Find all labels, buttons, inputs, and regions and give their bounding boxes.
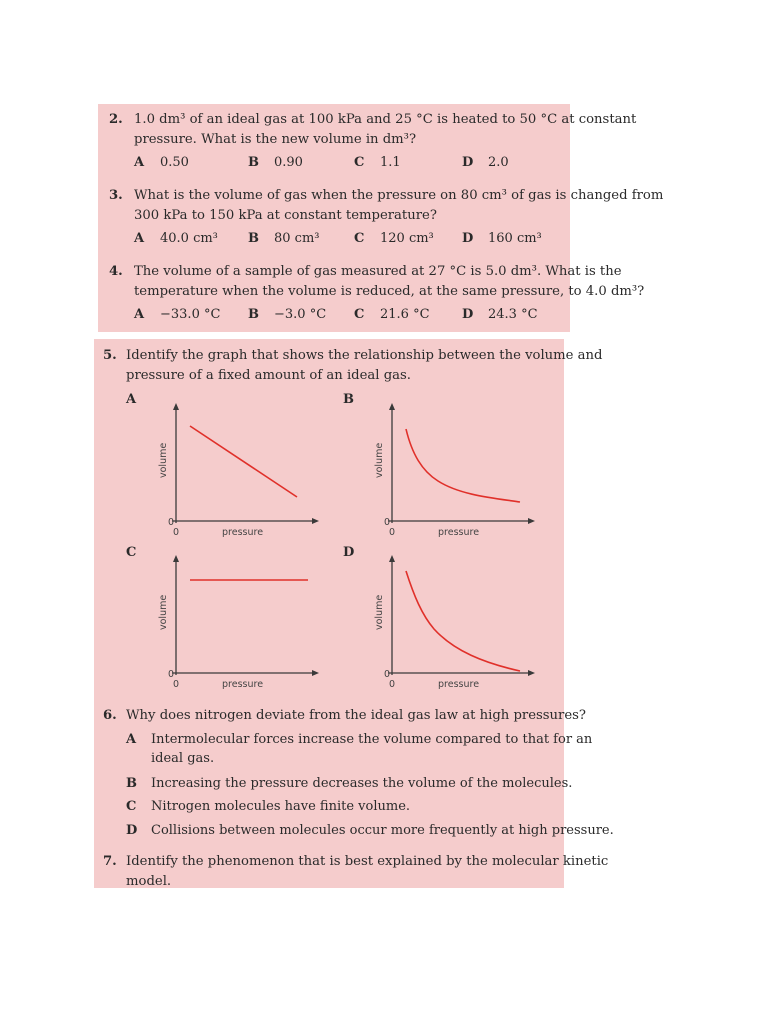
question-text: What is the volume of gas when the pressure on 80 cm³ of gas is changed from — [134, 188, 664, 203]
y-axis-arrow — [389, 403, 395, 410]
option-d: D 160 cm³ — [462, 231, 542, 246]
graph-c — [156, 551, 326, 691]
y-axis-label: volume — [374, 442, 385, 478]
answer-d: D Collisions between molecules occur more frequently at high pressure. — [126, 823, 614, 838]
graph-a — [156, 399, 326, 539]
x-axis-arrow — [312, 670, 319, 676]
option-a: A −33.0 °C — [134, 307, 221, 322]
y-axis-label: volume — [158, 442, 169, 478]
question-text: model. — [126, 874, 172, 889]
y-axis-label: volume — [158, 594, 169, 630]
question-number: 6. — [103, 708, 117, 723]
origin-y-label: 0 — [168, 517, 175, 528]
graph-curve — [406, 571, 520, 671]
question-text: The volume of a sample of gas measured at 27 °C is 5.0 dm³. What is the — [134, 264, 622, 279]
graph-b-label: B — [343, 392, 354, 407]
question-text: Identify the graph that shows the relationship between the volume and — [126, 348, 603, 363]
graph-d — [372, 551, 542, 691]
option-c: C 21.6 °C — [354, 307, 430, 322]
origin-x-label: 0 — [389, 527, 396, 538]
graph-b — [372, 399, 542, 539]
option-d: D 2.0 — [462, 155, 509, 170]
question-text: Identify the phenomenon that is best explained by the molecular kinetic — [126, 854, 609, 869]
option-d: D 24.3 °C — [462, 307, 538, 322]
x-axis-label: pressure — [222, 527, 264, 538]
option-b: B −3.0 °C — [248, 307, 327, 322]
question-text: pressure of a fixed amount of an ideal gas. — [126, 368, 411, 383]
y-axis-arrow — [173, 555, 179, 562]
graph-a-label: A — [126, 392, 137, 407]
x-axis-label: pressure — [438, 679, 480, 690]
question-number: 3. — [109, 188, 123, 203]
question-text: Why does nitrogen deviate from the ideal gas law at high pressures? — [126, 708, 586, 723]
option-b: B 0.90 — [248, 155, 303, 170]
question-text: pressure. What is the new volume in dm³? — [134, 132, 417, 147]
option-c: C 1.1 — [354, 155, 401, 170]
question-number: 7. — [103, 854, 117, 869]
option-a: A 0.50 — [134, 155, 189, 170]
question-panel-top — [98, 104, 664, 332]
y-axis-label: volume — [374, 594, 385, 630]
x-axis-arrow — [312, 518, 319, 524]
origin-y-label: 0 — [168, 669, 175, 680]
option-c: C 120 cm³ — [354, 231, 434, 246]
x-axis-label: pressure — [438, 527, 480, 538]
y-axis-arrow — [173, 403, 179, 410]
answer-a: A Intermolecular forces increase the volume compared to that for an ideal gas. — [126, 732, 593, 766]
x-axis-arrow — [528, 670, 535, 676]
x-axis-arrow — [528, 518, 535, 524]
graph-d-label: D — [343, 545, 355, 560]
question-text: 1.0 dm³ of an ideal gas at 100 kPa and 25 °C is heated to 50 °C at constant — [134, 112, 637, 127]
option-b: B 80 cm³ — [248, 231, 320, 246]
graph-curve — [190, 426, 297, 497]
x-axis-label: pressure — [222, 679, 264, 690]
graph-curve — [406, 429, 520, 502]
option-a: A 40.0 cm³ — [134, 231, 218, 246]
question-number: 4. — [109, 264, 123, 279]
graph-c-label: C — [126, 545, 137, 560]
question-text: 300 kPa to 150 kPa at constant temperature? — [134, 208, 437, 223]
origin-y-label: 0 — [384, 517, 391, 528]
origin-x-label: 0 — [173, 679, 180, 690]
origin-x-label: 0 — [173, 527, 180, 538]
question-number: 2. — [109, 112, 123, 127]
origin-y-label: 0 — [384, 669, 391, 680]
y-axis-arrow — [389, 555, 395, 562]
question-text: temperature when the volume is reduced, at the same pressure, to 4.0 dm³? — [134, 284, 645, 299]
question-panel-bottom — [94, 339, 614, 889]
answer-c: C Nitrogen molecules have finite volume. — [126, 799, 411, 814]
answer-b: B Increasing the pressure decreases the volume of the molecules. — [126, 776, 573, 791]
question-number: 5. — [103, 348, 117, 363]
origin-x-label: 0 — [389, 679, 396, 690]
